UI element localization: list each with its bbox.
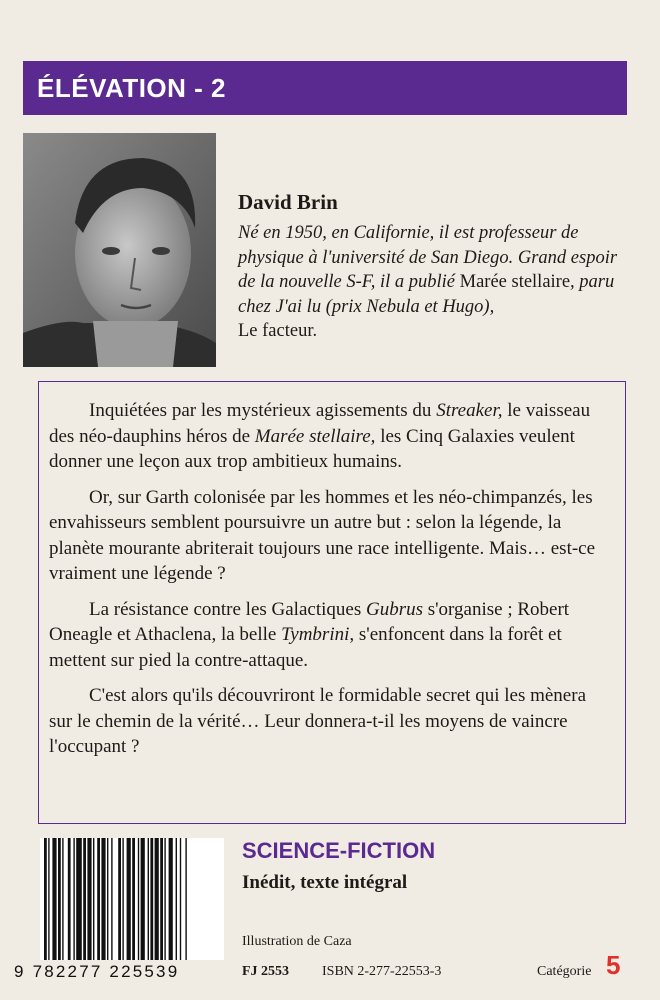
ship-name: Streaker,	[436, 400, 503, 421]
book-title-banner	[23, 61, 627, 115]
category-label: Catégorie	[537, 964, 592, 979]
summary-paragraph-4: C'est alors qu'ils découvriront le formidable secret qui les mènera sur le chemin de la vérité… Leur donnera-t-il les moyens de vaincre l'occupant ?	[49, 685, 586, 757]
summary-text: s'enfoncent dans la forêt et mettent sur pied la contre-attaque.	[49, 624, 562, 671]
author-bio-book-1: Marée stellaire	[459, 272, 571, 292]
author-bio	[238, 221, 628, 344]
author-portrait-image	[23, 133, 216, 367]
species-name: Tymbrini,	[281, 624, 355, 645]
barcode-bars	[40, 838, 224, 960]
edition-label: Inédit, texte intégral	[242, 872, 408, 893]
summary-paragraph-3	[49, 597, 603, 674]
book-reference: Marée stellaire,	[254, 425, 376, 447]
summary-text: le vaisseau des néo-dauphins héros de	[49, 400, 591, 447]
barcode-digits: 9 782277 225539	[14, 962, 180, 981]
genre-label: SCIENCE-FICTION	[242, 838, 436, 863]
book-title: ÉLÉVATION - 2	[37, 73, 226, 103]
summary-box	[38, 381, 626, 824]
isbn-code: ISBN 2-277-22553-3	[322, 964, 442, 979]
barcode	[40, 838, 224, 960]
summary-text: s'organise ; Robert Oneagle et Athaclena, la belle	[49, 598, 570, 645]
author-block	[238, 190, 628, 344]
illustration-credit: Illustration de Caza	[242, 934, 352, 949]
author-bio-book-2: Le facteur.	[238, 321, 318, 341]
summary-paragraph-2: Or, sur Garth colonisée par les hommes et les néo-chimpanzés, les envahisseurs semblent poursuivre un autre but : selon la légende, la planète mourante abriterait toujours une race intelligente. Mais… est-ce vraiment une légende ?	[49, 486, 596, 584]
author-bio-text-2: , paru chez J'ai lu (prix Nebula et Hugo),	[238, 272, 615, 317]
species-name: Gubrus	[365, 598, 423, 620]
summary-text: Inquiétées par les mystérieux agissements du	[89, 400, 437, 421]
fj-code: FJ 2553	[242, 964, 290, 979]
summary-text: La résistance contre les Galactiques	[89, 598, 366, 620]
author-bio-text-1: Né en 1950, en Californie, il est professeur de physique à l'université de San Diego. Grand espoir de la nouvelle S-F, il a publié	[238, 223, 618, 292]
author-name: David Brin	[238, 190, 338, 214]
summary-text: les Cinq Galaxies veulent donner une leçon aux trop ambitieux humains.	[49, 425, 575, 472]
summary-paragraph-1	[49, 398, 603, 475]
author-photo	[23, 133, 216, 367]
category-number: 5	[606, 950, 621, 980]
